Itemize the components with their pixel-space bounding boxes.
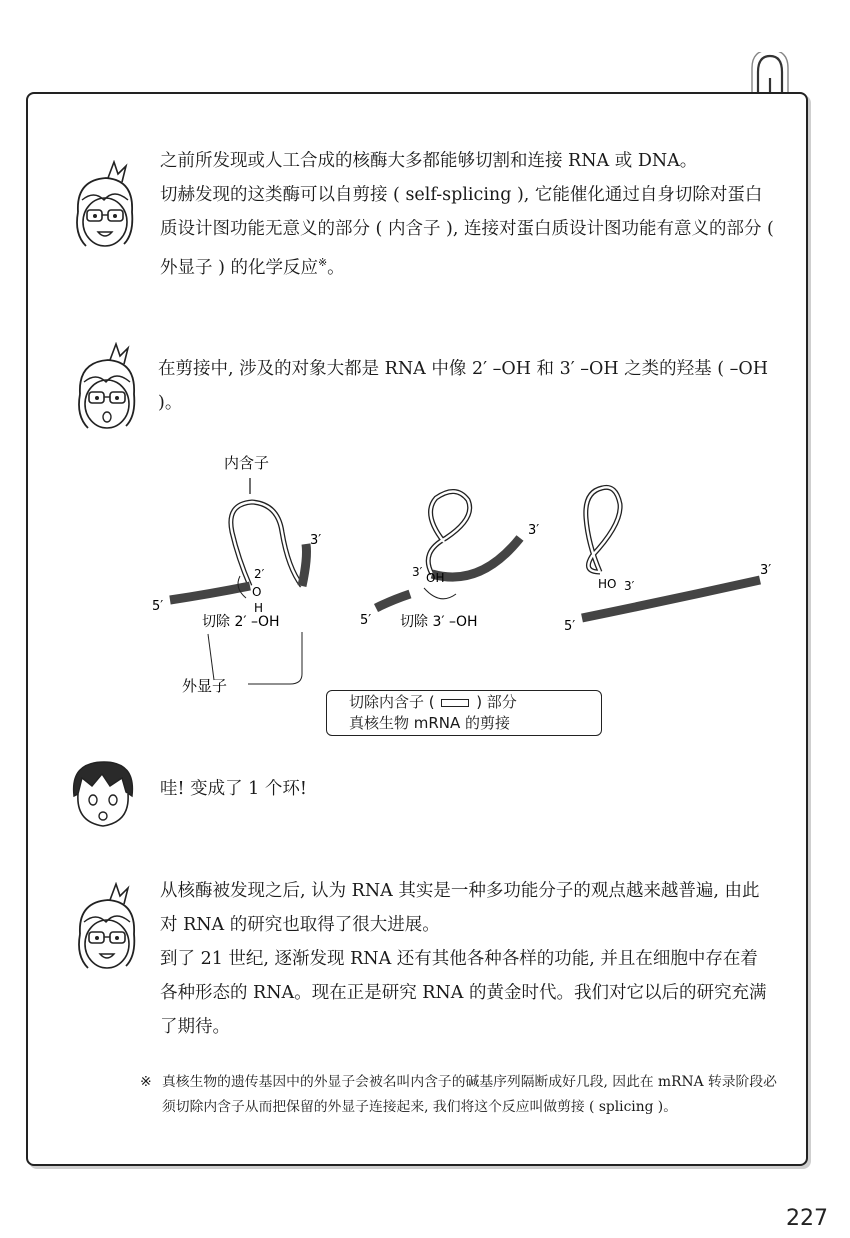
stage3-five-prime: 5′ — [564, 619, 576, 634]
stage2-five-prime: 5′ — [360, 613, 372, 628]
intron-label: 内含子 — [224, 454, 270, 472]
intro-line-2-text: 切赫发现的这类酶可以自剪接 ( self-splicing ), 它能催化通过自身切除对蛋白质设计图功能无意义的部分 ( 内含子 ), 连接对蛋白质设计图功能有意义的部分 ( 外显子 ) 的化学反应 — [160, 185, 774, 278]
dark-haired-girl-avatar — [66, 756, 140, 832]
stage2-three-prime-oh: 3′ — [412, 565, 423, 579]
exon-left-stage1 — [170, 586, 250, 600]
stage1-two-prime: 2′ — [254, 567, 265, 581]
footnote — [140, 1070, 784, 1120]
joined-exons — [582, 580, 760, 618]
stage1-h: H — [254, 601, 264, 615]
footnote-marker: ※ — [140, 1074, 152, 1090]
page-number: 227 — [786, 1206, 828, 1231]
intro-line-2 — [160, 178, 774, 285]
exon-left-stage2 — [376, 594, 410, 608]
stage2-step-label: 切除 3′ –OH — [400, 614, 478, 630]
stage1-five-prime: 5′ — [152, 599, 164, 614]
intron-loop-stage2 — [428, 491, 469, 574]
stage1-three-prime: 3′ — [310, 533, 322, 548]
stage3-three-prime-ho: 3′ — [624, 579, 635, 593]
girl-with-glasses-avatar — [68, 160, 142, 256]
hydroxyl-paragraph — [158, 352, 774, 420]
stage3-exons — [560, 560, 790, 650]
caption-line-2: 真核生物 mRNA 的剪接 — [349, 714, 511, 732]
stage3-three-prime: 3′ — [760, 563, 772, 578]
stage1-step-label: 切除 2′ –OH — [202, 614, 280, 630]
stage3-ho: HO — [598, 577, 617, 591]
exon-pointer-left — [208, 634, 214, 680]
outlook-line-1: 从核酶被发现之后, 认为 RNA 其实是一种多功能分子的观点越来越普遍, 由此对 RNA 的研究也取得了很大进展。 — [160, 881, 760, 935]
stage1-o: O — [252, 585, 262, 599]
intro-line-1: 之前所发现或人工合成的核酶大多都能够切割和连接 RNA 或 DNA。 — [160, 151, 698, 171]
exon-label: 外显子 — [182, 677, 228, 695]
outlook-paragraph — [160, 874, 774, 1044]
exon-right-stage2 — [432, 538, 520, 577]
intro-paragraph — [160, 144, 774, 285]
intro-line-2-end: 。 — [327, 257, 345, 278]
footnote-mark: ※ — [317, 256, 328, 269]
stage2-three-prime: 3′ — [528, 523, 540, 538]
diagram-caption — [326, 690, 602, 736]
hydroxyl-text: 在剪接中, 涉及的对象大都是 RNA 中像 2′ –OH 和 3′ –OH 之类的羟基 ( –OH )。 — [158, 359, 768, 413]
exon-pointer-right — [248, 632, 302, 684]
exclamation-paragraph — [160, 772, 760, 806]
caption-line-1 — [349, 692, 601, 713]
intron-symbol-icon — [441, 699, 469, 707]
outlook-line-2: 到了 21 世纪, 逐渐发现 RNA 还有其他各种各样的功能, 并且在细胞中存在着各种形态的 RNA。现在正是研究 RNA 的黄金时代。我们对它以后的研究充满了期待。 — [160, 949, 767, 1037]
girl-with-glasses-avatar-2 — [70, 882, 144, 978]
girl-with-glasses-surprised-avatar — [70, 342, 144, 438]
stage2-arrow — [424, 588, 456, 599]
exon-right-stage1 — [302, 544, 307, 586]
footnote-text: 真核生物的遗传基因中的外显子会被名叫内含子的碱基序列隔断成好几段, 因此在 mRNA 转录阶段必须切除内含子从而把保留的外显子连接起来, 我们将这个反应叫做剪接 ( splicing )。 — [162, 1074, 777, 1115]
stage2-oh: OH — [426, 571, 445, 585]
caption-line-1b: ) 部分 — [476, 693, 517, 711]
intron-loop-stage1 — [231, 502, 302, 586]
exclamation-text: 哇! 变成了 1 个环! — [160, 779, 307, 799]
caption-line-1a: 切除内含子 ( — [349, 693, 435, 711]
